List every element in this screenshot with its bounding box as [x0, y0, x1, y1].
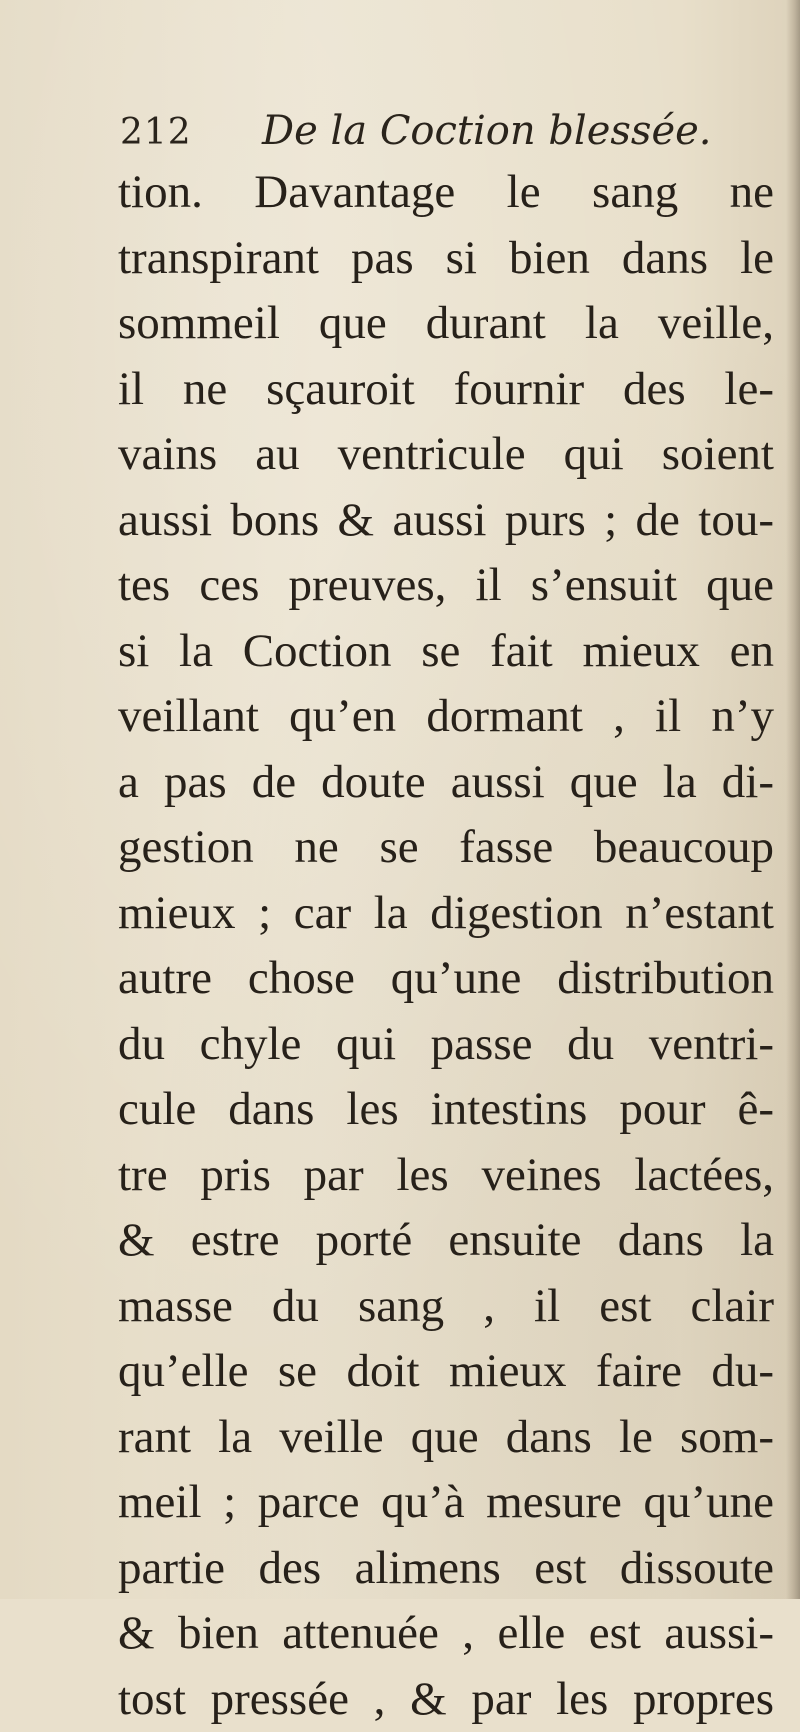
- text-line: tion. Davantage le sang ne: [118, 160, 774, 226]
- text-line: meil ; parce qu’à mesure qu’une: [118, 1470, 774, 1536]
- text-line: mieux ; car la digestion n’estant: [118, 881, 774, 947]
- body-text: [118, 160, 774, 1732]
- text-line: tost pressée , & par les propres: [118, 1667, 774, 1732]
- text-line: il ne sçauroit fournir des le-: [118, 357, 774, 423]
- text-line: vains au ventricule qui soient: [118, 422, 774, 488]
- text-line: cule dans les intestins pour ê-: [118, 1077, 774, 1143]
- text-line: & bien attenuée , elle est aussi-: [118, 1601, 774, 1667]
- page-edge-shadow: [786, 0, 800, 1599]
- running-title: De la Coction blessée.: [262, 108, 712, 154]
- running-head: [120, 108, 720, 160]
- text-line: si la Coction se fait mieux en: [118, 619, 774, 685]
- text-line: gestion ne se fasse beaucoup: [118, 815, 774, 881]
- text-line: autre chose qu’une distribution: [118, 946, 774, 1012]
- text-line: du chyle qui passe du ventri-: [118, 1012, 774, 1078]
- text-line: veillant qu’en dormant , il n’y: [118, 684, 774, 750]
- text-line: tre pris par les veines lactées,: [118, 1143, 774, 1209]
- text-line: aussi bons & aussi purs ; de tou-: [118, 488, 774, 554]
- text-line: masse du sang , il est clair: [118, 1274, 774, 1340]
- text-line: transpirant pas si bien dans le: [118, 226, 774, 292]
- text-line: & estre porté ensuite dans la: [118, 1208, 774, 1274]
- text-line: qu’elle se doit mieux faire du-: [118, 1339, 774, 1405]
- text-line: a pas de doute aussi que la di-: [118, 750, 774, 816]
- text-line: partie des alimens est dissoute: [118, 1536, 774, 1602]
- text-line: tes ces preuves, il s’ensuit que: [118, 553, 774, 619]
- page-number: 212: [120, 112, 192, 153]
- text-line: rant la veille que dans le som-: [118, 1405, 774, 1471]
- text-line: sommeil que durant la veille,: [118, 291, 774, 357]
